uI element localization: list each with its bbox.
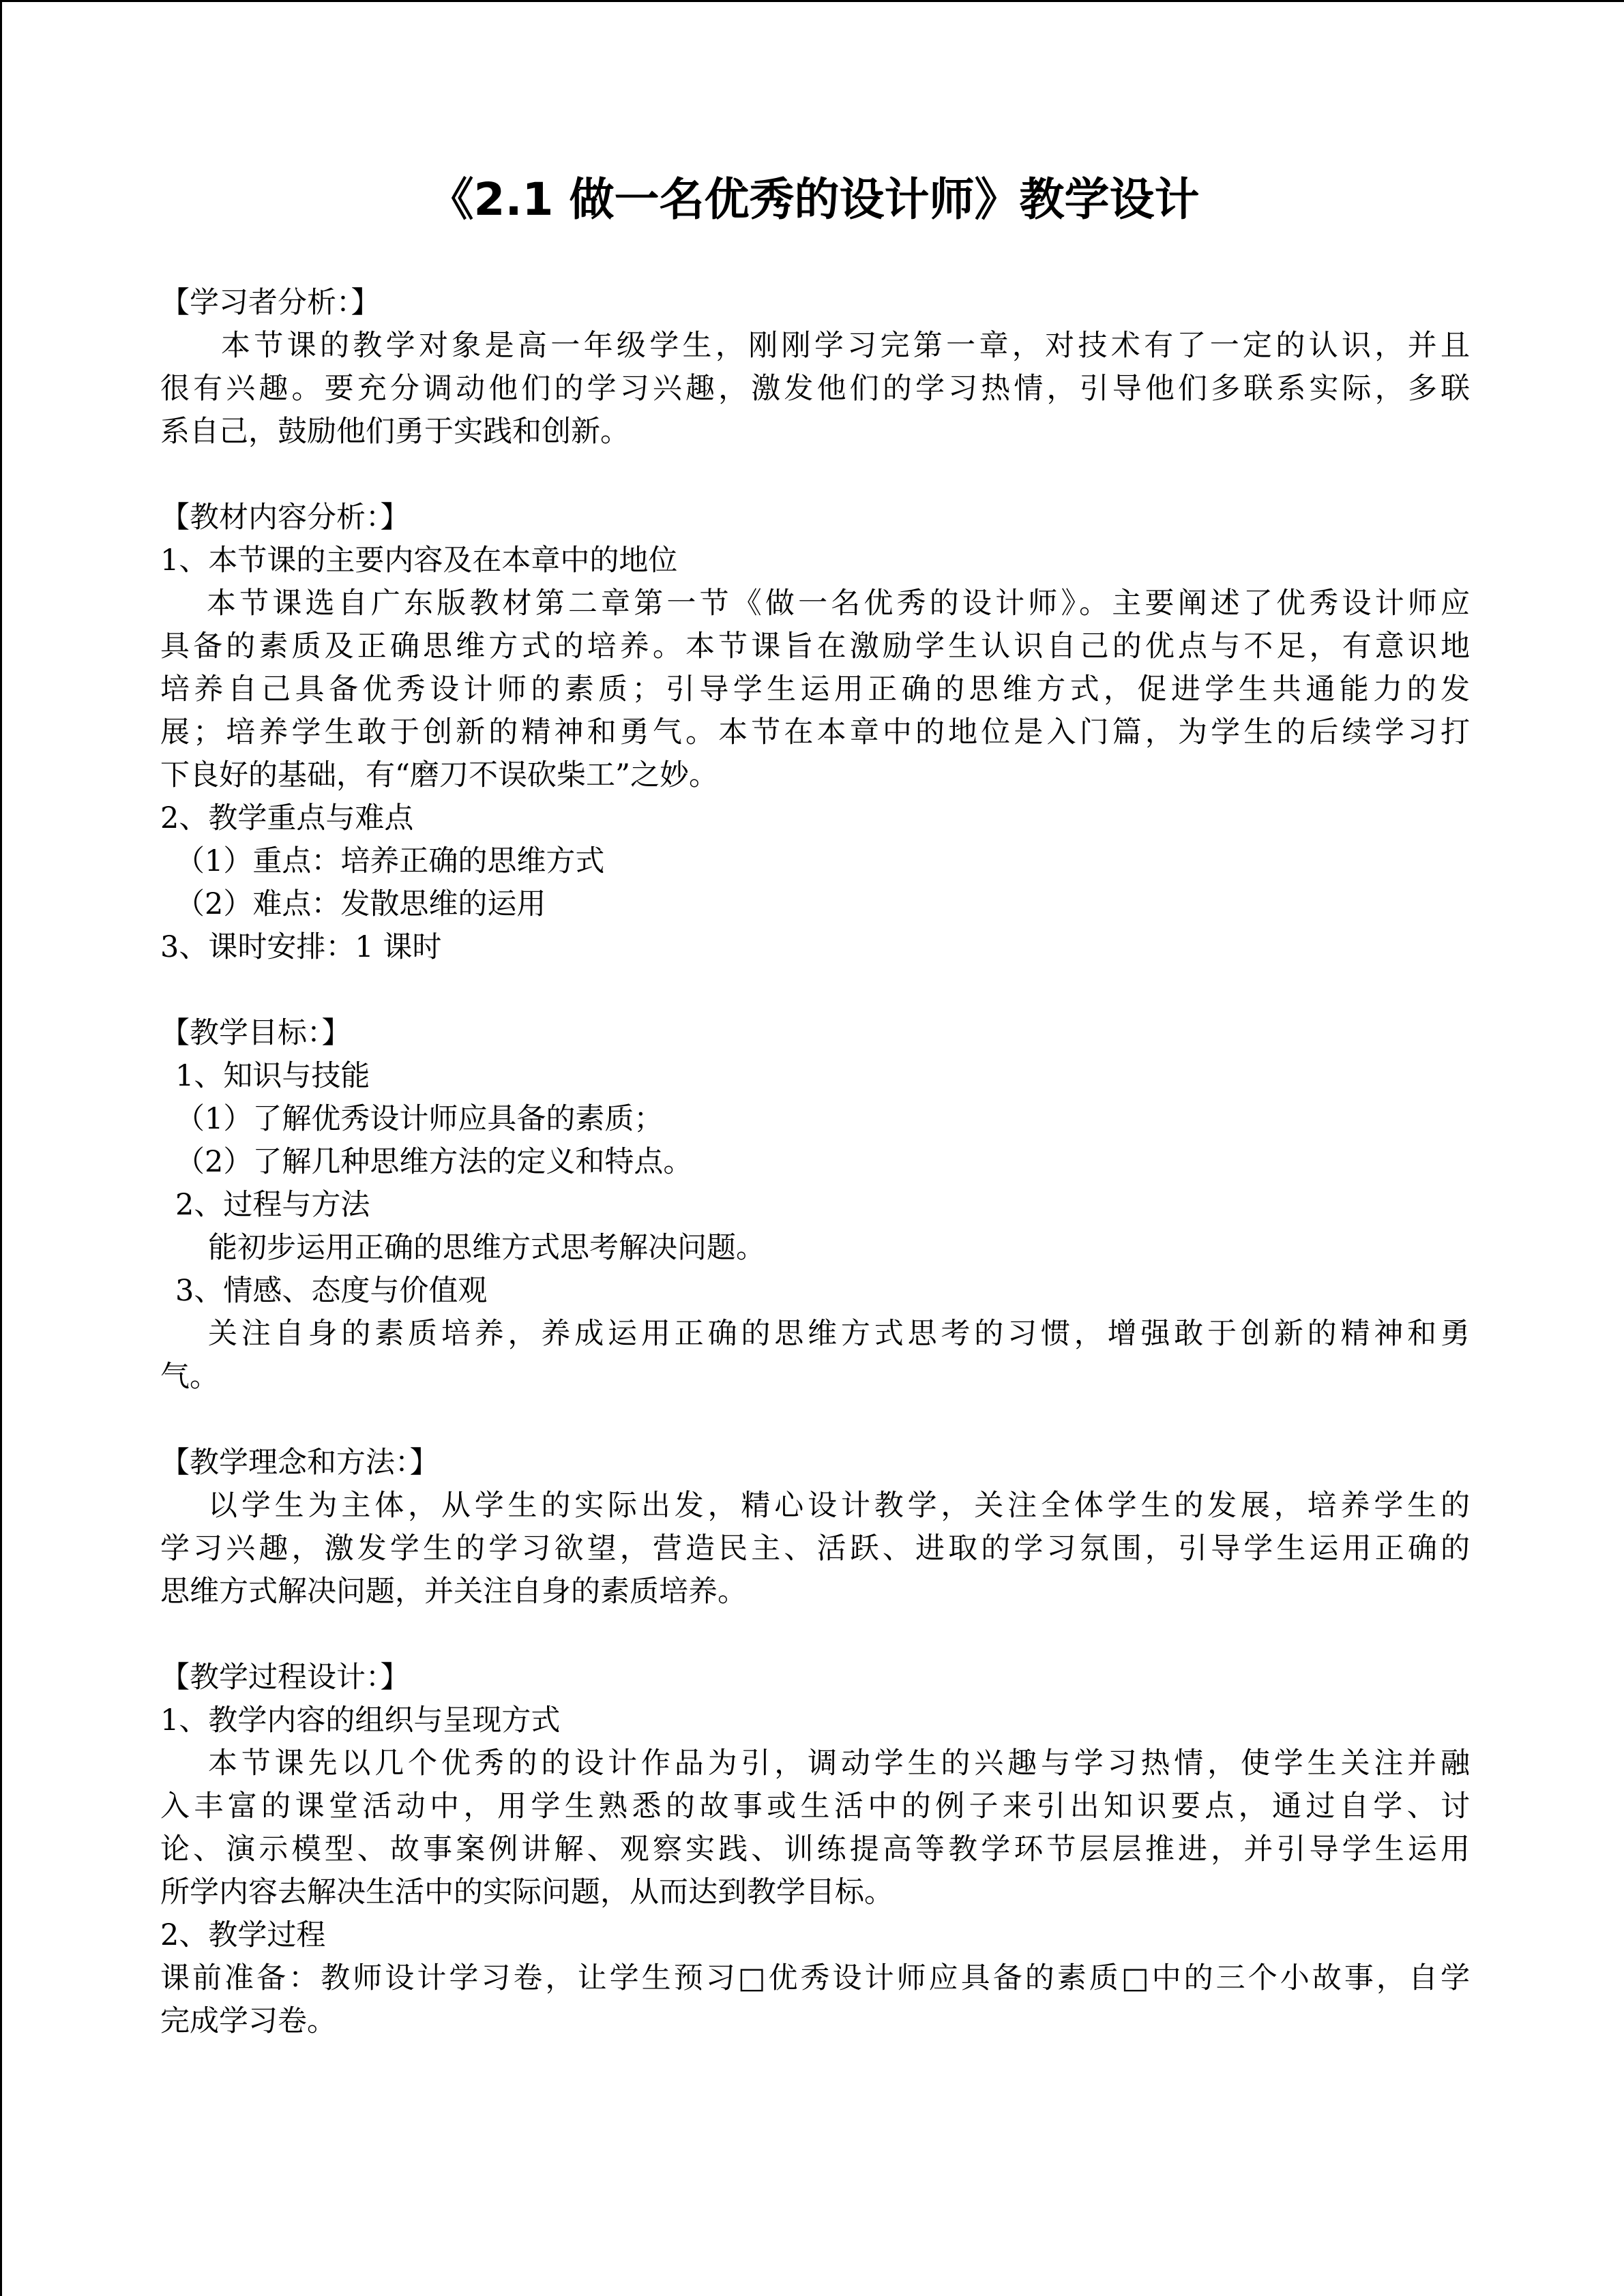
paragraph-line: 完成学习卷。: [160, 2004, 336, 2038]
section-heading-teaching-goals: 【教学目标：】: [160, 1016, 351, 1050]
sub-list-item: （1）了解优秀设计师应具备的素质；: [175, 1102, 664, 1136]
list-item: 1、知识与技能: [175, 1059, 370, 1093]
paragraph-line: 系自己，鼓励他们勇于实践和创新。: [160, 415, 630, 449]
sub-list-item: （2）难点：发散思维的运用: [175, 887, 546, 921]
paragraph-line: 入丰富的课堂活动中，用学生熟悉的故事或生活中的例子来引出知识要点，通过自学、讨: [160, 1789, 1470, 1823]
paragraph-line: 学习兴趣，激发学生的学习欲望，营造民主、活跃、进取的学习氛围，引导学生运用正确的: [160, 1532, 1470, 1566]
section-heading-process-design: 【教学过程设计：】: [160, 1660, 410, 1695]
paragraph-line: 本节课选自广东版教材第二章第一节《做一名优秀的设计师》。主要阐述了优秀设计师应: [207, 586, 1470, 621]
paragraph-line: 以学生为主体，从学生的实际出发，精心设计教学，关注全体学生的发展，培养学生的: [208, 1489, 1470, 1523]
sub-list-item: （1）重点：培养正确的思维方式: [175, 844, 605, 878]
paragraph-line: 课前准备：教师设计学习卷，让学生预习□优秀设计师应具备的素质□中的三个小故事，自学: [160, 1961, 1470, 1995]
list-item: 1、本节课的主要内容及在本章中的地位: [160, 543, 678, 578]
paragraph-line: 能初步运用正确的思维方式思考解决问题。: [208, 1231, 765, 1265]
paragraph-line: 展；培养学生敢于创新的精神和勇气。本节在本章中的地位是入门篇，为学生的后续学习打: [160, 715, 1470, 749]
section-heading-learner-analysis: 【学习者分析：】: [160, 286, 381, 320]
paragraph-line: 很有兴趣。要充分调动他们的学习兴趣，激发他们的学习热情，引导他们多联系实际，多联: [160, 372, 1470, 406]
paragraph-line: 论、演示模型、故事案例讲解、观察实践、训练提高等教学环节层层推进，并引导学生运用: [160, 1832, 1470, 1866]
sub-list-item: （2）了解几种思维方法的定义和特点。: [175, 1145, 693, 1179]
document-body: [160, 282, 1470, 2043]
paragraph-line: 具备的素质及正确思维方式的培养。本节课旨在激励学生认识自己的优点与不足，有意识地: [160, 629, 1470, 664]
section-heading-material-analysis: 【教材内容分析：】: [160, 501, 410, 535]
paragraph-line: 下良好的基础，有“磨刀不误砍柴工”之妙。: [160, 758, 718, 792]
paragraph-line: 关注自身的素质培养，养成运用正确的思维方式思考的习惯，增强敢于创新的精神和勇: [208, 1317, 1470, 1351]
paragraph-line: 本节课的教学对象是高一年级学生，刚刚学习完第一章，对技术有了一定的认识，并且: [221, 329, 1470, 363]
list-item: 3、课时安排：1 课时: [160, 930, 442, 964]
paragraph-line: 气。: [160, 1360, 219, 1394]
list-item: 2、过程与方法: [175, 1188, 370, 1222]
document-title: 《2.1 做一名优秀的设计师》教学设计: [428, 173, 1200, 226]
paragraph-line: 思维方式解决问题，并关注自身的素质培养。: [160, 1575, 747, 1609]
list-item: 2、教学过程: [160, 1918, 326, 1952]
list-item: 1、教学内容的组织与呈现方式: [160, 1703, 561, 1738]
section-heading-teaching-philosophy: 【教学理念和方法：】: [160, 1446, 439, 1480]
paragraph-line: 培养自己具备优秀设计师的素质；引导学生运用正确的思维方式，促进学生共通能力的发: [160, 672, 1470, 706]
list-item: 2、教学重点与难点: [160, 801, 414, 835]
list-item: 3、情感、态度与价值观: [175, 1274, 488, 1308]
paragraph-line: 本节课先以几个优秀的的设计作品为引，调动学生的兴趣与学习热情，使学生关注并融: [208, 1746, 1470, 1780]
paragraph-line: 所学内容去解决生活中的实际问题，从而达到教学目标。: [160, 1875, 894, 1909]
